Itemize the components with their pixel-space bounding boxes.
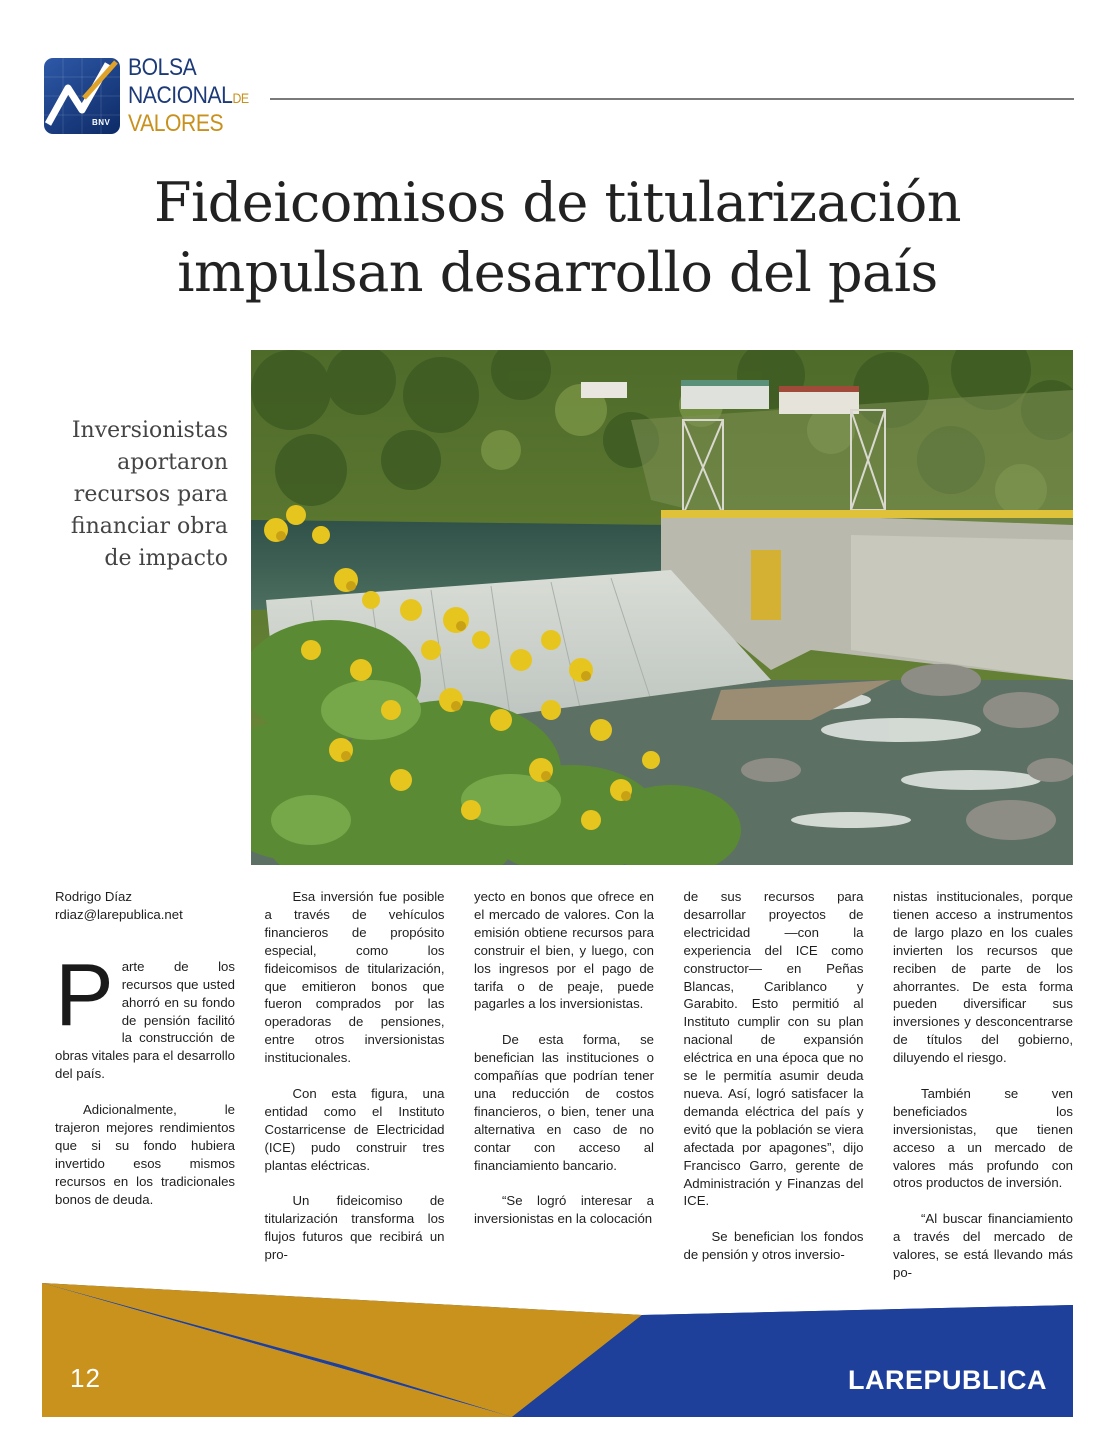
article-column-1 [55, 888, 235, 1260]
page-number: 12 [70, 1363, 101, 1393]
article-column-5 [893, 888, 1073, 1280]
paragraph: nistas institucionales, porque tienen acceso a instrumentos de largo plazo en los cuales invierten los recursos que reciben de parte de los ahorrantes. De esta forma pueden diversificar sus inversiones y desconcentrarse de títulos del gobierno, diluyendo el riesgo. [893, 889, 1073, 1066]
drop-cap: P [55, 944, 114, 1044]
article-subhead: Inversionistas aportaron recursos para financiar obra de impacto [70, 418, 228, 571]
paragraph: De esta forma, se benefician las instituciones o compañías que podrían tener una reducción de costos financieros, o bien, tener una alternativa en caso de no contar con acceso al financiamiento bancario. [474, 1032, 654, 1173]
logo-badge-text: BNV [92, 118, 111, 127]
paragraph: Esa inversión fue posible a través de vehículos financieros de propósito especial, como los fideicomisos de titularización, que emitieron bonos que fueron comprados por las operadoras de pensiones, entre otros inversionistas institucionales. [264, 889, 445, 1066]
logo-wordmark [128, 54, 265, 138]
paragraph: Se benefician los fondos de pensión y otros inversio- [683, 1229, 864, 1263]
paragraph: de sus recursos para desarrollar proyectos de electricidad —con la experiencia del ICE como constructor— en Peñas Blancas, Cariblanco y Garabito. Esto permitió al Instituto cumplir con su plan nacional de expansión eléctrica en una época que no se le permitía asumir deuda nueva. Así, logró satisfacer la demanda eléctrica del país y evitó que la población se viera afectada por apagones”, dijo Francisco Garro, gerente de Administración y Finanzas del ICE. [683, 889, 864, 1209]
paragraph: Adicionalmente, le trajeron mejores rendimientos que si su fondo hubiera invertido esos mismos recursos en los tradicionales bonos de deuda. [55, 1102, 235, 1207]
logo-line-bolsa: BOLSA [128, 54, 197, 81]
bnv-logo [44, 54, 249, 140]
header-divider [270, 98, 1074, 100]
article-column-2 [264, 888, 445, 1263]
article-title: Fideicomisos de titularización impulsan desarrollo del país [154, 171, 961, 304]
dam-photo [251, 350, 1073, 865]
paragraph: “Al buscar financiamiento a través del mercado de valores, se está llevando más po- [893, 1211, 1073, 1280]
bnv-logo-mark [44, 58, 120, 134]
article-column-4 [683, 888, 864, 1263]
article-body [55, 888, 1073, 1280]
page-footer [42, 1275, 1073, 1417]
paragraph: Parte de los recursos que usted ahorró en su fondo de pensión facilitó la construcción de obras vitales para el desarrollo del país. [55, 944, 235, 1082]
la-republica-logo: LAREPUBLICA [848, 1365, 1047, 1395]
paragraph: También se ven beneficiados los inversionistas, que tienen acceso a un mercado de valores más profundo con otros productos de inversión. [893, 1085, 1073, 1191]
author-name: Rodrigo Díaz [55, 889, 132, 904]
author-email: rdiaz@larepublica.net [55, 906, 183, 922]
article-column-3 [474, 888, 654, 1260]
logo-de: DE [232, 90, 249, 106]
paragraph: Un fideicomiso de titularización transforma los flujos futuros que recibirá un pro- [264, 1193, 445, 1263]
byline [55, 888, 235, 924]
logo-line-nacional: NACIONALDE [128, 82, 249, 109]
paragraph: Con esta figura, una entidad como el Instituto Costarricense de Electricidad (ICE) pudo construir tres plantas eléctricas. [264, 1085, 445, 1173]
paragraph: “Se logró interesar a inversionistas en la colocación [474, 1193, 654, 1227]
paragraph: yecto en bonos que ofrece en el mercado de valores. Con la emisión obtiene recursos para construir el bien, y luego, con los ingresos por el pago de tarifa o de peaje, puede pagarles a los inversionistas. [474, 889, 654, 1012]
logo-line-valores: VALORES [128, 110, 224, 137]
